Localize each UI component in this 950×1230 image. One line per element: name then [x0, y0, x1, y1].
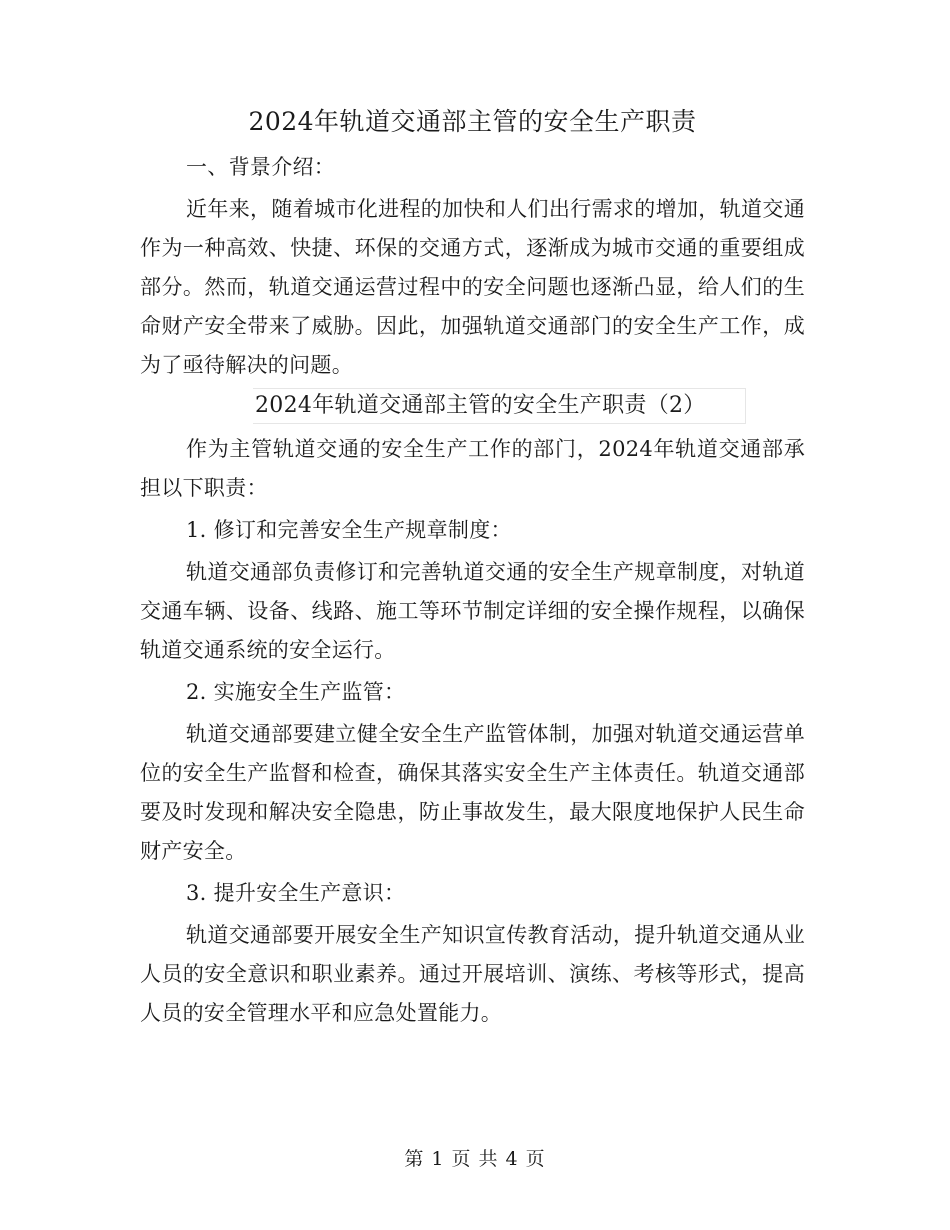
- item-heading-2: 2. 实施安全生产监管：: [186, 680, 406, 704]
- section-heading-background: 一、背景介绍：: [186, 155, 336, 179]
- item-paragraph-2: 轨道交通部要建立健全安全生产监管体制，加强对轨道交通运营单位的安全生产监督和检查，确保其落实安全生产主体责任。轨道交通部要及时发现和解决安全隐患，防止事故发生，最大限度地保护人民生命财产安全。: [140, 722, 805, 863]
- document-body: [140, 100, 805, 1036]
- page-number-footer: 第 1 页 共 4 页: [404, 1148, 546, 1170]
- section-subtitle: 2024年轨道交通部主管的安全生产职责（2）: [253, 388, 746, 424]
- item-heading-1: 1. 修订和完善安全生产规章制度：: [186, 518, 512, 542]
- item-paragraph-1: 轨道交通部负责修订和完善轨道交通的安全生产规章制度，对轨道交通车辆、设备、线路、施工等环节制定详细的安全操作规程，以确保轨道交通系统的安全运行。: [140, 560, 805, 662]
- document-title: 2024年轨道交通部主管的安全生产职责: [248, 107, 697, 136]
- background-paragraph: 近年来，随着城市化进程的加快和人们出行需求的增加，轨道交通作为一种高效、快捷、环保的交通方式，逐渐成为城市交通的重要组成部分。然而，轨道交通运营过程中的安全问题也逐渐凸显，给人们的生命财产安全带来了威胁。因此，加强轨道交通部门的安全生产工作，成为了亟待解决的问题。: [140, 197, 805, 377]
- item-paragraph-3: 轨道交通部要开展安全生产知识宣传教育活动，提升轨道交通从业人员的安全意识和职业素养。通过开展培训、演练、考核等形式，提高人员的安全管理水平和应急处置能力。: [140, 923, 805, 1025]
- item-heading-3: 3. 提升安全生产意识：: [186, 881, 406, 905]
- intro-paragraph: 作为主管轨道交通的安全生产工作的部门，2024年轨道交通部承担以下职责：: [140, 437, 805, 500]
